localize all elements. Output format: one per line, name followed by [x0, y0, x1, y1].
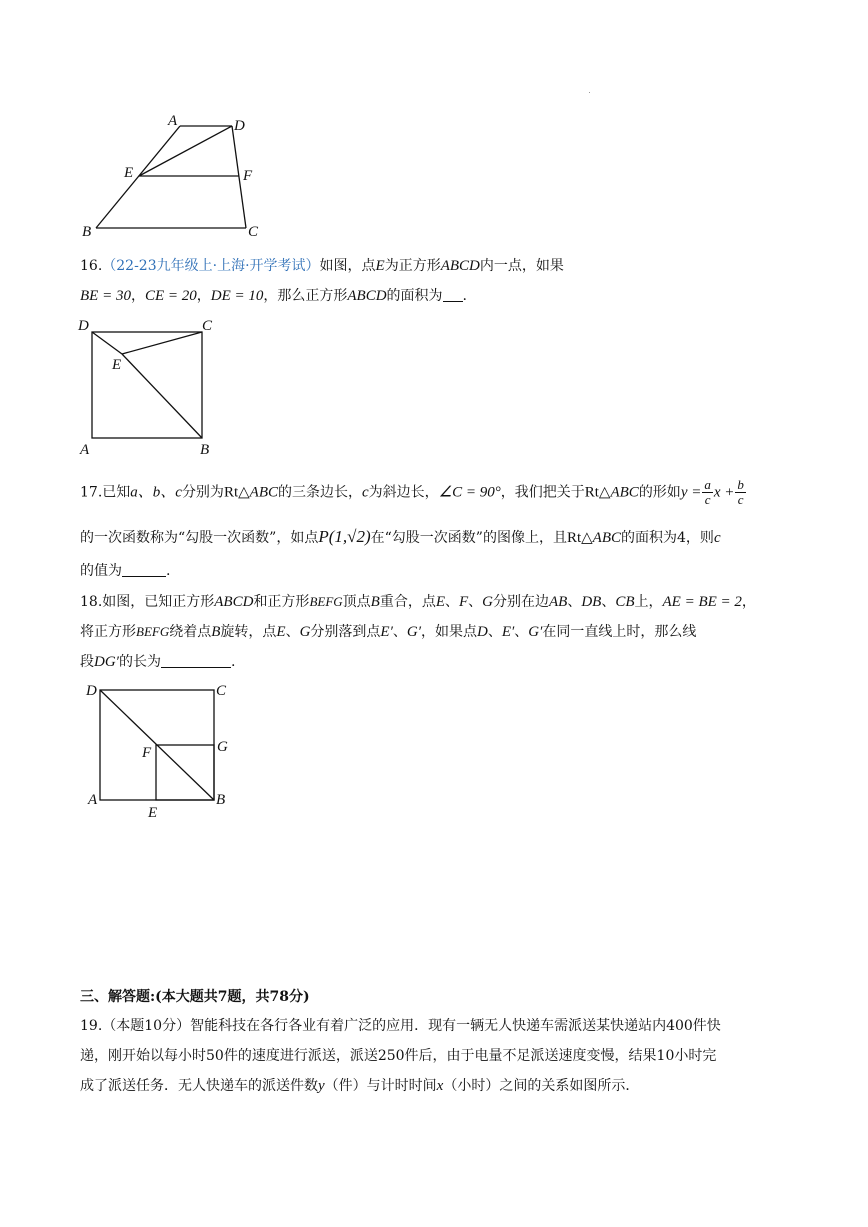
q18-text: 分别落到点: [310, 624, 381, 640]
frac-den: c: [704, 492, 711, 507]
q18-var: E′: [501, 624, 515, 640]
label-a: A: [168, 113, 178, 129]
q18-var: G: [299, 624, 311, 640]
q17-var: ABC: [610, 484, 639, 501]
q18-text: 如图，已知正方形: [102, 594, 215, 610]
label-c: C: [202, 318, 213, 334]
q18-line-2: [80, 622, 800, 642]
q17-text: 为斜边长，: [368, 484, 439, 501]
label-f: F: [243, 168, 253, 184]
label-a: A: [80, 442, 90, 458]
q17-line-1: [80, 478, 800, 507]
q16-text: ，: [196, 288, 211, 304]
label-g: G: [217, 739, 228, 755]
q19-line-3: [80, 1076, 800, 1096]
q19-line-1: 19.（本题10分）智能科技在各行各业有着广泛的应用．现有一辆无人快递车需派送某快递站内400件快: [80, 1018, 721, 1034]
label-b: B: [82, 224, 92, 240]
q18-var: G: [482, 594, 494, 610]
fraction-a-over-c: [702, 478, 713, 507]
q17-point: P(1,√2): [318, 527, 371, 546]
label-c: C: [216, 683, 227, 699]
q18-var: AB: [549, 594, 568, 610]
q16-number: 16.: [80, 258, 103, 274]
q16-text: .: [462, 288, 467, 304]
q18-text: 、: [601, 594, 616, 610]
q18-var: CB: [615, 594, 635, 610]
q17-rt: Rt△: [566, 530, 593, 546]
q16-equation: DE = 10: [210, 288, 264, 304]
q17-text: 的形如: [638, 484, 681, 501]
figure-two-squares: [80, 678, 240, 824]
q17-text: 分别为: [181, 484, 224, 501]
q17-text: 的一次函数称为“勾股一次函数”，如点: [80, 530, 319, 546]
q18-var: DG′: [94, 654, 119, 670]
q17-text: 的三条边长，: [278, 484, 362, 501]
q17-var: c: [362, 484, 369, 501]
q18-text: 将正方形: [80, 624, 136, 640]
q17-text: .: [166, 563, 171, 579]
q18-var: B: [370, 594, 380, 610]
label-f: F: [142, 745, 152, 761]
q16-var: ABCD: [440, 258, 480, 274]
label-b: B: [200, 442, 210, 458]
q18-text: 和正方形: [253, 594, 310, 610]
q16-source: （22-23九年级上·上海·开学考试）: [102, 258, 320, 274]
q18-var: BEFG: [136, 624, 170, 639]
q17-var: c: [713, 530, 721, 546]
q18-var: G′: [406, 624, 421, 640]
q17-answer-blank[interactable]: [122, 562, 166, 577]
label-a: A: [88, 792, 98, 808]
q19-line-2: 递，刚开始以每小时50件的速度进行派送，派送250件后，由于电量不足派送速度变慢，结果10小时完: [80, 1048, 717, 1064]
q18-text: 在同一直线上时，那么线: [542, 624, 697, 640]
q16-line-1: [80, 256, 800, 276]
q17-text: 的值为: [80, 563, 122, 579]
q16-text: 为正方形: [384, 258, 441, 274]
label-d: D: [86, 683, 97, 699]
segment-ed: [139, 126, 232, 176]
q17-var: ABC: [249, 484, 278, 501]
q18-text: 、: [567, 594, 582, 610]
segment-eb: [122, 354, 202, 438]
q18-var: B: [211, 624, 221, 640]
q19-var: y: [318, 1078, 325, 1094]
q17-function: y =: [680, 484, 702, 501]
label-d: D: [78, 318, 89, 334]
q18-var: ABCD: [214, 594, 254, 610]
q18-text: 段: [80, 654, 94, 670]
label-e: E: [148, 805, 158, 821]
fraction-b-over-c: [735, 478, 746, 507]
figure-trapezoid: [78, 112, 268, 242]
q18-var: D: [476, 624, 488, 640]
q16-text: 内一点，如果: [479, 258, 564, 274]
label-d: D: [234, 118, 245, 134]
q19-text: （件）与计时时间: [324, 1078, 437, 1094]
q17-rt: Rt△: [223, 484, 250, 501]
q16-text: 如图，点: [319, 258, 376, 274]
q17-var: ABC: [592, 530, 622, 546]
q18-equation: AE = BE = 2: [662, 594, 742, 610]
q17-line-3: [80, 561, 800, 581]
q18-var: BEFG: [309, 594, 343, 609]
stray-dot: [589, 92, 590, 93]
segment-ed: [92, 332, 122, 354]
q16-var: E: [375, 258, 385, 274]
frac-num: b: [737, 477, 744, 492]
q18-text: 旋转，点: [220, 624, 277, 640]
q18-text: 、: [487, 624, 502, 640]
q17-angle: ∠C = 90°: [438, 484, 501, 501]
label-c: C: [248, 224, 259, 240]
q16-line-2: [80, 286, 800, 306]
q18-number: 18.: [80, 594, 103, 610]
q18-var: E′: [380, 624, 393, 640]
q16-var: ABCD: [347, 288, 387, 304]
frac-den: c: [737, 492, 744, 507]
label-e: E: [124, 165, 134, 181]
q16-equation: BE = 30: [80, 288, 131, 304]
frac-num: a: [704, 477, 711, 492]
q18-var: DB: [581, 594, 602, 610]
q17-rt: Rt△: [584, 484, 611, 501]
q19-var: x: [436, 1078, 444, 1094]
q18-var: G′: [528, 624, 543, 640]
q18-text: 、: [514, 624, 529, 640]
q16-text: ，: [130, 288, 145, 304]
q17-line-2: [80, 527, 800, 548]
q17-text: 在“勾股一次函数”的图像上，且: [370, 530, 567, 546]
q17-var: a、b、c: [130, 484, 182, 501]
q18-var: E: [276, 624, 286, 640]
label-b: B: [216, 792, 226, 808]
q18-answer-blank[interactable]: [161, 653, 231, 668]
q18-text: ，: [741, 594, 756, 610]
q18-text: 、: [392, 624, 407, 640]
q16-answer-blank[interactable]: [443, 287, 463, 302]
q17-text: 已知: [102, 484, 131, 501]
q18-text: 、: [468, 594, 483, 610]
q17-function: x +: [713, 484, 735, 501]
q16-text: ，那么正方形: [263, 288, 348, 304]
q17-text: 的面积为4，则: [621, 530, 714, 546]
q16-equation: CE = 20: [144, 288, 197, 304]
q18-text: 、: [285, 624, 300, 640]
label-e: E: [112, 357, 122, 373]
q18-text: .: [230, 654, 236, 670]
q18-text: 分别在边: [493, 594, 550, 610]
segment-ec: [122, 332, 202, 354]
q18-text: 、: [445, 594, 459, 610]
q18-text: 顶点: [342, 594, 371, 610]
q18-text: ，如果点: [420, 624, 477, 640]
segment-ab: [96, 126, 180, 228]
q18-text: 的长为: [118, 654, 161, 670]
q18-var: F: [459, 594, 469, 610]
q18-var: E: [435, 594, 445, 610]
q19-text: 成了派送任务．无人快递车的派送件数: [80, 1078, 318, 1094]
q19-text: （小时）之间的关系如图所示．: [443, 1078, 640, 1094]
q17-text: ，我们把关于: [500, 484, 585, 501]
section-heading: 三、解答题:(本大题共7题，共78分): [80, 989, 310, 1005]
q18-text: 上，: [634, 594, 663, 610]
q17-number: 17.: [80, 484, 103, 501]
q18-text: 重合，点: [379, 594, 436, 610]
square-abcd: [92, 332, 202, 438]
q18-line-1: [80, 592, 800, 612]
q18-text: 绕着点: [169, 624, 212, 640]
q16-text: 的面积为: [386, 288, 443, 304]
figure-square-point: [76, 314, 226, 462]
q18-line-3: [80, 652, 800, 672]
